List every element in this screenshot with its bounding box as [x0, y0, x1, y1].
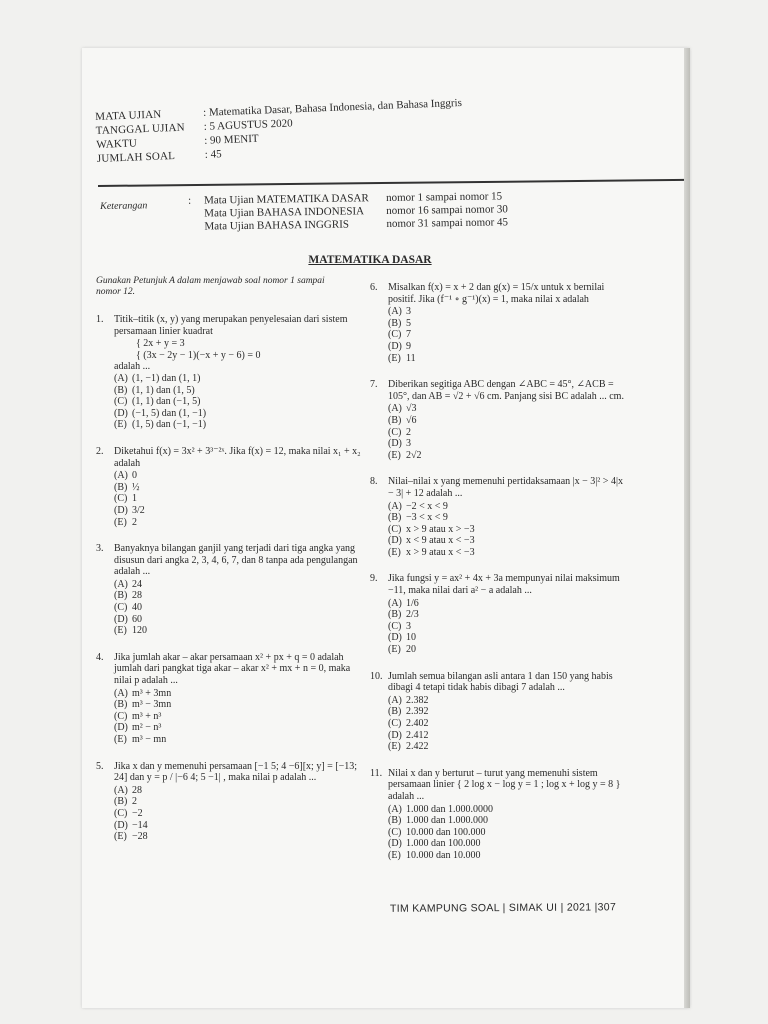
keterangan-label: Keterangan [100, 200, 148, 212]
answer-option [388, 815, 630, 827]
option-letter: (C) [114, 602, 128, 614]
option-text: 3 [406, 620, 411, 632]
option-letter: (D) [388, 838, 402, 850]
option-letter: (B) [388, 512, 402, 524]
answer-option [114, 373, 366, 385]
option-letter: (E) [114, 734, 127, 745]
option-text: −3 < x < 9 [406, 512, 448, 524]
question-text: Diberikan segitiga ABC dengan ∠ABC = 45°, ∠ACB = 105°, dan AB = √2 + √6 cm. Panjang sisi BC adalah ... cm. [388, 379, 624, 402]
option-letter: (E) [388, 546, 401, 558]
option-letter: (D) [114, 407, 128, 419]
option-letter: (E) [114, 831, 127, 843]
instruction-text: Gunakan Petunjuk A dalam menjawab soal nomor 1 sampai nomor 12. [96, 276, 325, 297]
option-letter: (B) [388, 317, 402, 329]
question-item [370, 671, 630, 753]
option-letter: (B) [388, 609, 402, 621]
question-number: 11. [370, 767, 383, 779]
question-item [96, 446, 366, 528]
option-letter: (A) [388, 597, 402, 609]
option-text: 24 [132, 578, 142, 590]
answer-option [388, 306, 630, 318]
option-text: 2√2 [406, 449, 422, 461]
answer-option [114, 688, 366, 700]
header-value: : 45 [204, 148, 222, 161]
option-letter: (A) [114, 784, 128, 796]
option-letter: (B) [114, 481, 128, 493]
keterangan-block [100, 188, 660, 233]
question-body [388, 671, 630, 753]
answer-option [114, 419, 366, 431]
option-text: 2.412 [406, 729, 429, 741]
answer-option [114, 385, 366, 397]
option-letter: (C) [114, 396, 128, 408]
header-label: WAKTU [96, 137, 138, 151]
option-text: 5 [406, 317, 411, 329]
answer-option [114, 470, 366, 482]
answer-option [388, 706, 630, 718]
answer-option [388, 730, 630, 742]
answer-option [388, 535, 630, 547]
keterangan-subject: Mata Ujian BAHASA INDONESIA [204, 205, 365, 220]
exam-header [95, 92, 567, 166]
option-text: (1, 1) dan (1, 5) [132, 384, 195, 396]
option-text: 2.402 [406, 718, 429, 729]
answer-option [388, 695, 630, 707]
option-text: 1 [132, 493, 137, 505]
question-text: Banyaknya bilangan ganjil yang terjadi dari tiga angka yang disusun dari angka 2, 3, 4, 6, 7, dan 8 tanpa ada pengulangan adalah ... [114, 543, 358, 578]
question-text: Jika jumlah akar – akar persamaan x² + px + q = 0 adalah jumlah dari pangkat tiga akar – akar x² + mx + n = 0, maka nilai p adalah ... [114, 651, 351, 687]
question-number: 7. [370, 379, 378, 391]
option-text: 1.000 dan 100.000 [406, 838, 481, 850]
answer-option [388, 450, 630, 462]
option-text: (1, 5) dan (−1, −1) [132, 419, 207, 431]
option-text: ½ [132, 481, 140, 493]
answer-option [388, 415, 630, 427]
option-text: m³ + n³ [132, 710, 162, 722]
answer-option [388, 341, 630, 353]
question-item [370, 379, 630, 461]
option-text: −2 [132, 807, 143, 819]
question-number: 6. [370, 282, 378, 293]
option-letter: (C) [388, 826, 402, 838]
answer-option [114, 699, 366, 711]
answer-option [388, 329, 630, 341]
answer-option [388, 501, 630, 513]
option-text: 3 [406, 306, 411, 318]
header-label: TANGGAL UJIAN [95, 121, 185, 137]
question-item [96, 543, 366, 637]
question-item [370, 476, 630, 558]
answer-option [388, 850, 630, 862]
question-text: Titik–titik (x, y) yang merupakan penyelesaian dari sistem persamaan linier kuadrat [114, 314, 348, 337]
answer-option [388, 741, 630, 753]
option-text: √6 [406, 414, 417, 426]
option-text: x < 9 atau x < −3 [406, 535, 475, 547]
page-footer: TIM KAMPUNG SOAL | SIMAK UI | 2021 |307 [389, 901, 617, 915]
question-text: Diketahui f(x) = 3x² + 3³⁻²ˣ. Jika f(x) = 12, maka nilai x₁ + x₂ adalah [114, 445, 361, 469]
option-letter: (A) [388, 803, 402, 815]
question-body [114, 652, 366, 746]
answer-option [114, 517, 366, 529]
answer-option [114, 579, 366, 591]
right-column [370, 282, 630, 877]
question-text: Jika x dan y memenuhi persamaan [−1 5; 4 −6][x; y] = [−13; 24] dan y = p / |−6 4; 5 −1| , maka nilai p adalah ... [114, 760, 358, 784]
option-text: m³ − 3mn [132, 699, 172, 711]
answer-option [114, 493, 366, 505]
option-letter: (C) [388, 426, 402, 438]
option-text: 120 [132, 625, 147, 637]
keterangan-range: nomor 1 sampai nomor 15 [385, 190, 503, 205]
option-letter: (B) [114, 590, 128, 602]
equation-line: { (3x − 2y − 1)(−x + y − 6) = 0 [136, 349, 261, 361]
question-item [370, 573, 630, 655]
question-body [388, 282, 630, 364]
question-body [114, 543, 366, 637]
option-text: (1, −1) dan (1, 1) [132, 372, 201, 384]
question-body [114, 314, 366, 431]
answer-option [388, 644, 630, 656]
question-number: 9. [370, 573, 378, 585]
option-letter: (E) [388, 449, 401, 461]
option-text: 20 [406, 644, 416, 656]
section-title: MATEMATIKA DASAR [308, 254, 432, 266]
option-letter: (D) [114, 722, 128, 734]
option-text: (−1, 5) dan (1, −1) [132, 407, 207, 419]
answer-option [388, 438, 630, 450]
option-letter: (B) [388, 414, 402, 426]
option-letter: (D) [388, 438, 402, 450]
answer-option [388, 547, 630, 559]
option-letter: (A) [388, 500, 402, 512]
option-text: 28 [132, 590, 142, 602]
header-label: JUMLAH SOAL [96, 149, 176, 165]
answer-option [114, 408, 366, 420]
question-item [96, 652, 366, 746]
keterangan-range: nomor 16 sampai nomor 30 [386, 203, 508, 218]
option-letter: (E) [388, 644, 401, 656]
keterangan-subject: Mata Ujian MATEMATIKA DASAR [203, 192, 369, 207]
option-letter: (B) [388, 706, 402, 718]
option-letter: (A) [114, 578, 128, 590]
answer-option [388, 827, 630, 839]
option-letter: (A) [114, 372, 128, 384]
left-column [96, 276, 366, 858]
option-text: 2.422 [406, 741, 429, 753]
keterangan-colon: : [187, 194, 192, 207]
option-letter: (B) [114, 699, 128, 711]
option-text: x > 9 atau x > −3 [406, 523, 475, 535]
question-number: 8. [370, 476, 378, 488]
answer-option [388, 621, 630, 633]
option-letter: (B) [114, 384, 128, 396]
answer-option [114, 722, 366, 734]
question-item [370, 282, 630, 364]
option-letter: (D) [114, 819, 128, 831]
answer-option [114, 396, 366, 408]
option-text: 10.000 dan 100.000 [406, 826, 486, 838]
page-edge-shadow [684, 48, 690, 1008]
question-number: 5. [96, 760, 104, 772]
option-letter: (C) [388, 718, 402, 729]
answer-option [388, 512, 630, 524]
answer-option [114, 796, 366, 808]
question-text: Misalkan f(x) = x + 2 dan g(x) = 15/x untuk x bernilai positif. Jika (f⁻¹ ∘ g⁻¹)(x) = 1, maka nilai x adalah [388, 282, 605, 305]
answer-option [114, 614, 366, 626]
answer-option [114, 785, 366, 797]
option-letter: (C) [388, 620, 402, 632]
answer-option [388, 609, 630, 621]
option-text: 2/3 [406, 609, 419, 621]
answer-option [388, 403, 630, 415]
answer-option [388, 427, 630, 439]
question-body [388, 379, 630, 461]
option-text: 2 [406, 426, 411, 438]
keterangan-range: nomor 31 sampai nomor 45 [386, 216, 509, 231]
question-body [388, 476, 630, 558]
option-text: −14 [132, 819, 148, 831]
answer-option [114, 711, 366, 723]
answer-option [388, 804, 630, 816]
question-item [96, 761, 366, 843]
option-text: 10 [406, 632, 416, 644]
answer-option [388, 524, 630, 536]
option-letter: (A) [388, 403, 402, 415]
option-letter: (A) [114, 687, 128, 699]
header-value: : Matematika Dasar, Bahasa Indonesia, dan Bahasa Inggris [202, 96, 463, 119]
option-text: 10.000 dan 10.000 [406, 849, 481, 861]
option-letter: (E) [388, 849, 401, 861]
option-text: 3/2 [132, 504, 145, 516]
keterangan-rows [204, 188, 661, 233]
option-letter: (E) [114, 625, 127, 637]
option-letter: (C) [388, 523, 402, 535]
option-text: 60 [132, 613, 142, 625]
option-letter: (A) [388, 694, 402, 706]
answer-option [388, 838, 630, 850]
option-letter: (A) [114, 470, 128, 482]
option-text: m² − n³ [132, 722, 162, 734]
keterangan-subject: Mata Ujian BAHASA INGGRIS [204, 218, 350, 233]
option-letter: (C) [114, 710, 128, 722]
question-text: Jika fungsi y = ax² + 4x + 3a mempunyai nilai maksimum −11, maka nilai dari a² − a adalah ... [388, 573, 620, 597]
answer-option [388, 318, 630, 330]
answer-option [114, 590, 366, 602]
answer-option [388, 632, 630, 644]
question-number: 4. [96, 651, 104, 663]
question-tail: adalah ... [114, 361, 151, 373]
option-text: 2 [132, 796, 137, 808]
option-letter: (B) [388, 815, 402, 827]
option-text: 3 [406, 438, 411, 450]
question-text: Nilai–nilai x yang memenuhi pertidaksamaan |x − 3|² > 4|x − 3| + 12 adalah ... [388, 476, 623, 499]
option-letter: (D) [388, 535, 402, 547]
question-body [114, 761, 366, 843]
answer-option [388, 353, 630, 365]
option-letter: (D) [114, 504, 128, 516]
option-letter: (C) [388, 329, 402, 341]
option-text: 9 [406, 340, 411, 352]
option-text: 2.382 [406, 694, 429, 706]
exam-page [82, 48, 690, 1008]
question-number: 3. [96, 543, 104, 555]
answer-option [114, 482, 366, 494]
question-number: 1. [96, 314, 104, 325]
question-body [114, 446, 366, 528]
answer-option [114, 808, 366, 820]
option-text: −2 < x < 9 [406, 500, 448, 512]
option-letter: (E) [388, 352, 401, 364]
option-letter: (A) [388, 306, 402, 318]
option-text: 1/6 [406, 597, 419, 609]
question-body [388, 573, 630, 655]
question-text: Jumlah semua bilangan asli antara 1 dan 150 yang habis dibagi 4 tetapi tidak habis dibagi 7 adalah ... [388, 670, 613, 694]
option-text: 1.000 dan 1.000.000 [406, 815, 488, 827]
option-text: x > 9 atau x < −3 [406, 546, 475, 558]
answer-option [114, 820, 366, 832]
option-letter: (C) [114, 807, 128, 819]
question-text: Nilai x dan y berturut – turut yang memenuhi sistem persamaan linier { 2 log x − log y = 1 ; log x + log y = 8 } adalah ... [388, 767, 621, 802]
option-text: 1.000 dan 1.000.0000 [406, 803, 493, 815]
option-letter: (C) [114, 493, 128, 505]
option-text: 0 [132, 470, 137, 482]
option-letter: (E) [114, 516, 127, 528]
option-letter: (D) [114, 613, 128, 625]
header-value: : 5 AGUSTUS 2020 [203, 117, 293, 133]
option-text: 7 [406, 329, 411, 341]
option-text: 2 [132, 516, 137, 528]
equation-line: { 2x + y = 3 [136, 338, 185, 350]
answer-option [388, 718, 630, 730]
option-letter: (D) [388, 632, 402, 644]
header-divider [98, 179, 686, 187]
option-text: 2.392 [406, 706, 429, 718]
option-text: m³ + 3mn [132, 687, 172, 699]
option-letter: (B) [114, 796, 128, 808]
question-item [96, 314, 366, 431]
option-letter: (E) [388, 741, 401, 753]
option-text: 28 [132, 784, 142, 796]
answer-option [114, 625, 366, 637]
option-text: (1, 1) dan (−1, 5) [132, 396, 201, 408]
option-letter: (D) [388, 340, 402, 352]
option-letter: (D) [388, 729, 402, 741]
header-label: MATA UJIAN [95, 108, 162, 123]
answer-option [388, 598, 630, 610]
answer-option [114, 831, 366, 843]
question-number: 10. [370, 670, 383, 682]
question-body [388, 768, 630, 862]
option-text: 11 [406, 352, 416, 364]
option-text: −28 [132, 831, 148, 843]
answer-option [114, 734, 366, 746]
option-text: m³ − mn [132, 734, 167, 745]
question-item [370, 768, 630, 862]
option-letter: (E) [114, 419, 127, 431]
option-text: √3 [406, 403, 417, 415]
answer-option [114, 505, 366, 517]
option-text: 40 [132, 602, 142, 614]
answer-option [114, 602, 366, 614]
header-value: : 90 MENIT [204, 132, 259, 147]
question-number: 2. [96, 445, 104, 457]
